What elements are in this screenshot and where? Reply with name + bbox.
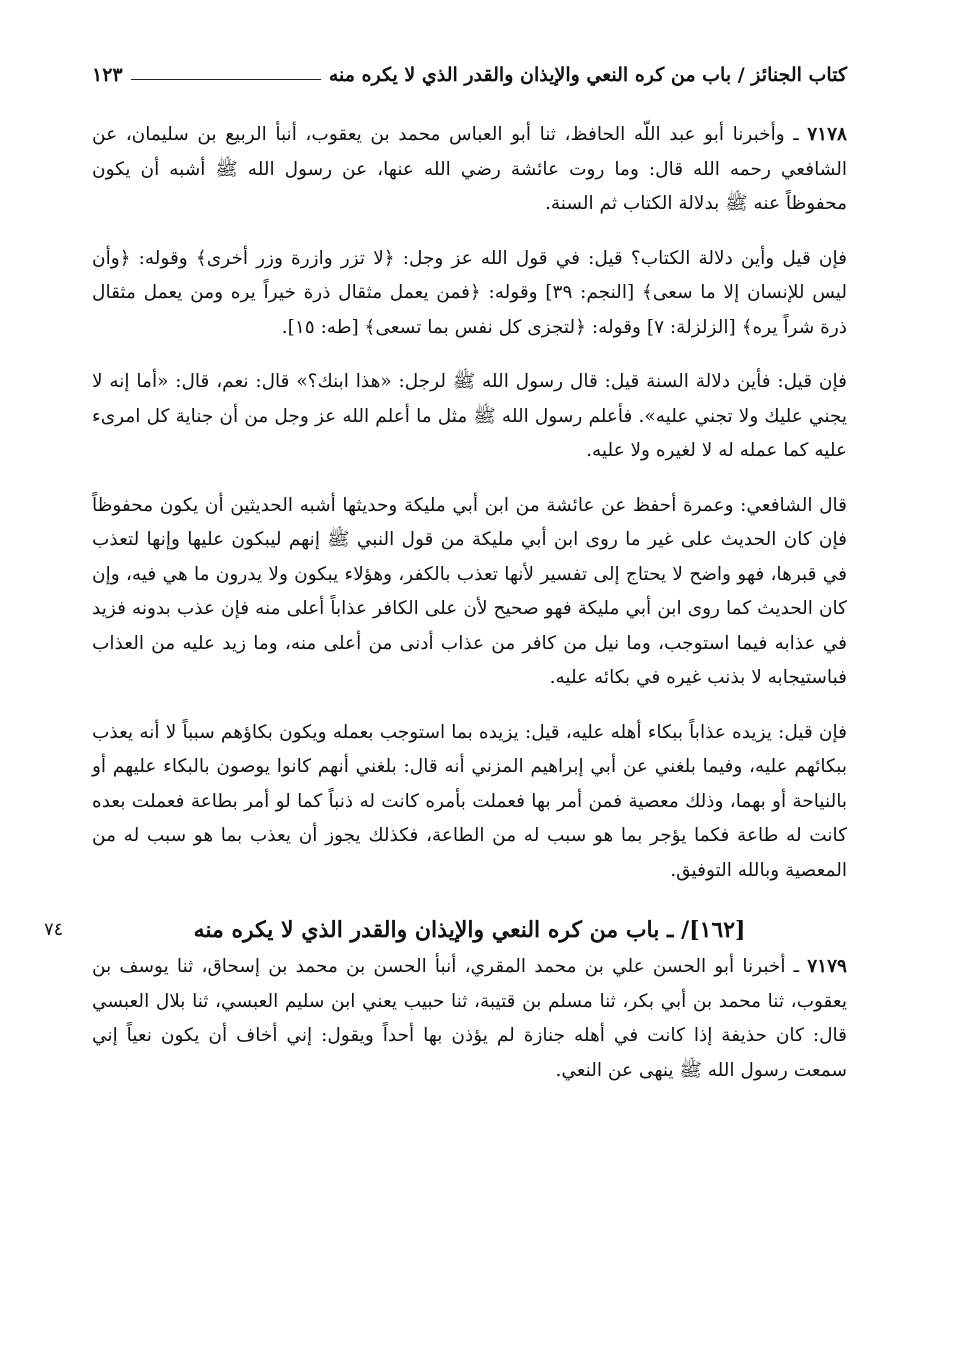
document-page [44, 58, 848, 1088]
chapter-heading [44, 910, 847, 950]
header-rule [131, 79, 321, 80]
hadith-number: ٧١٧٩ [807, 956, 847, 977]
hadith-number: ٧١٧٨ [807, 124, 847, 145]
margin-page-number: ٧٤ [44, 919, 64, 940]
running-header [92, 58, 847, 92]
paragraph-quran-evidence: فإن قيل وأين دلالة الكتاب؟ قيل: في قول الله عز وجل: ﴿لا تزر وازرة وزر أخرى﴾ وقوله: ﴿وأن ليس للإنسان إلا ما سعى﴾ [النجم: ٣٩] وقوله: ﴿فمن يعمل مثقال ذرة خيراً يره ومن يعمل مثقال ذرة شراً يره﴾ [الزلزلة: ٧] وقوله: ﴿لتجزى كل نفس بما تسعى﴾ [طه: ١٥]. [92, 247, 848, 338]
paragraph-muzani-comment: فإن قيل: يزيده عذاباً ببكاء أهله عليه، قيل: يزيده بما استوجب بعمله ويكون بكاؤهم سبباً لا أنه يعذب ببكائهم عليه، وفيما بلغني عن أبي إبراهيم المزني أنه قال: بلغني أنهم كانوا يوصون بالبكاء عليهم أو بالنياحة أو بهما، وذلك معصية فمن أمر بها فعملت بأمره كانت له ذنباً كما لو أمر بطاعة فعملت بعده كانت له طاعة فكما يؤجر بما هو سبب له من الطاعة، فكذلك يجوز أن يعذب بما هو سبب له من المعصية وبالله التوفيق. [92, 721, 847, 881]
paragraph-shafii-comment: قال الشافعي: وعمرة أحفظ عن عائشة من ابن أبي مليكة وحديثها أشبه الحديثين أن يكون محفوظاً فإن كان الحديث على غير ما روى ابن أبي مليكة من قول النبي ﷺ إنهم ليبكون عليها وإنها لتعذب في قبرها، فهو واضح لا يحتاج إلى تفسير لأنها تعذب بالكفر، وهؤلاء يبكون ولا يدرون ما هي فيه، وإن كان الحديث كما روى ابن أبي مليكة فهو صحيح لأن على الكافر عذاباً أعلى منه فإن عذب بدونه فزيد في عذابه فيما استوجب، وما نيل من كافر من عذاب أدنى من أعلى منه، وما زيد عليه من العذاب فباستيجابه لا بذنب غيره في بكائه عليه. [92, 494, 847, 688]
paragraph-hadith-7179 [92, 950, 847, 1088]
paragraph-text: ـ وأخبرنا أبو عبد اللّه الحافظ، ثنا أبو العباس محمد بن يعقوب، أنبأ الربيع بن سليمان، عن الشافعي رحمه الله قال: وما روت عائشة رضي الله عنها، عن رسول الله ﷺ أشبه أن يكون محفوظاً عنه ﷺ بدلالة الكتاب ثم السنة. [92, 124, 847, 214]
page-number: ١٢٣ [92, 64, 123, 86]
chapter-title: [١٦٢]/ ـ باب من كره النعي والإيذان والقدر الذي لا يكره منه [193, 917, 746, 943]
header-title: كتاب الجنائز / باب من كره النعي والإيذان والقدر الذي لا يكره منه [328, 64, 847, 86]
paragraph-sunnah-evidence: فإن قيل: فأين دلالة السنة قيل: قال رسول الله ﷺ لرجل: «هذا ابنك؟» قال: نعم، قال: «أما إنه لا يجني عليك ولا تجني عليه». فأعلم رسول الله ﷺ مثل ما أعلم الله عز وجل من أن جناية كل امرىء عليه كما عمله له لا لغيره ولا عليه. [92, 371, 847, 461]
paragraph-hadith-7178 [92, 118, 847, 222]
paragraph-text: ـ أخبرنا أبو الحسن علي بن محمد المقري، أنبأ الحسن بن محمد بن إسحاق، ثنا يوسف بن يعقوب، ثنا محمد بن أبي بكر، ثنا مسلم بن قتيبة، ثنا حبيب يعني ابن سليم العبسي، ثنا بلال العبسي قال: كان حذيفة إذا كانت في أهله جنازة لم يؤذن بها أحداً ويقول: إني أخاف أن يكون نعياً إني سمعت رسول الله ﷺ ينهى عن النعي. [92, 956, 847, 1081]
